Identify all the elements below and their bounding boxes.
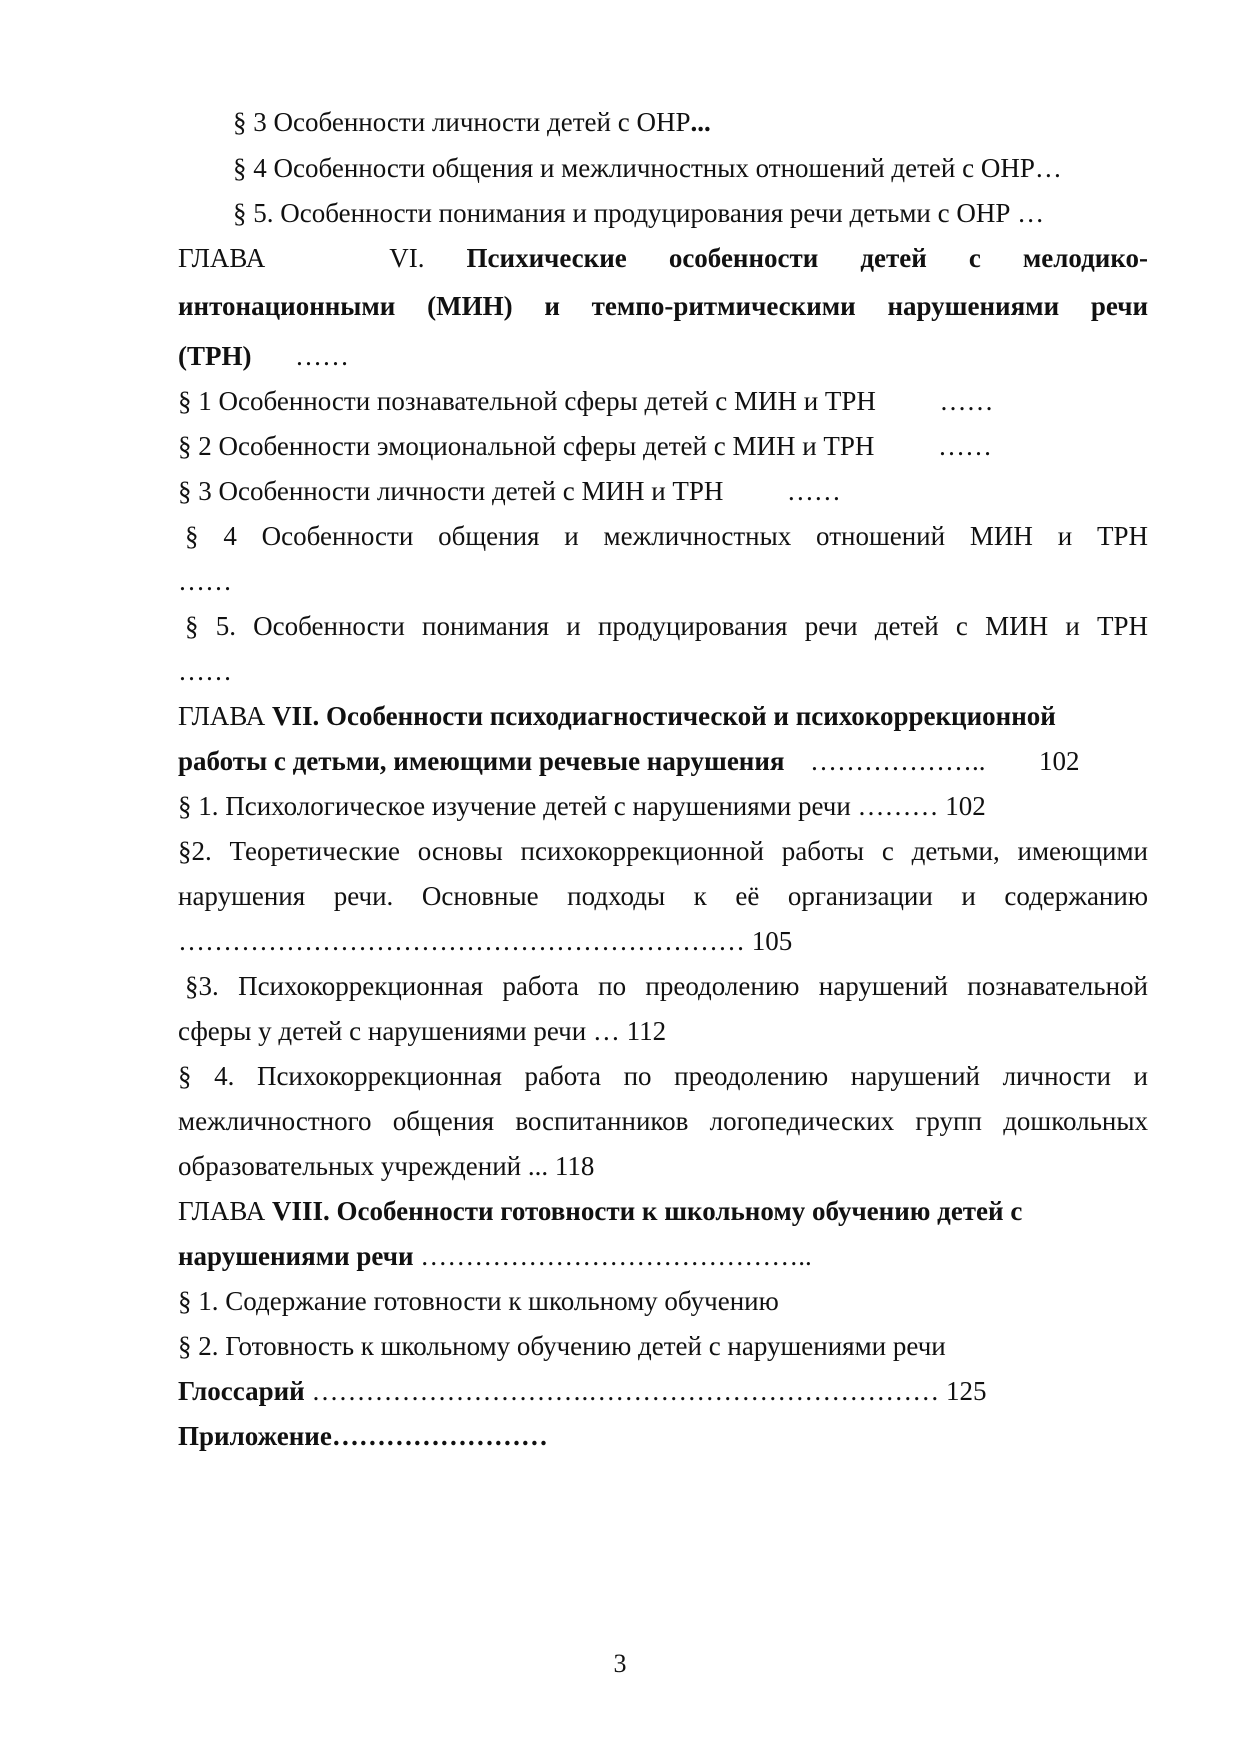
toc-dots: …… [937,431,992,461]
toc-dots: …………………………………….. [420,1241,812,1271]
toc-dots: ……………….. [810,746,986,776]
chapter-number: VII. [271,701,320,731]
toc-entry-7-4-line2: межличностного общения воспитанников логопедических групп дошкольных [178,1106,1148,1136]
chapter-7-heading-line2 [178,743,1080,779]
page-ref: 125 [945,1376,987,1406]
chapter-title: Особенности готовности к школьному обучению детей с [336,1196,1023,1226]
toc-entry-7-4-line1: § 4. Психокоррекционная работа по преодолению нарушений личности и [178,1061,1148,1091]
chapter-title-end: (ТРН) [178,341,252,371]
chapter-label: ГЛАВА [178,243,266,273]
toc-entry-7-3-line2: сферы у детей с нарушениями речи … 112 [178,1016,667,1046]
toc-appendix: Приложение…………………… [178,1421,548,1451]
chapter-number: VI. [389,243,425,273]
chapter-8-heading-line1 [178,1193,1148,1229]
toc-entry-7-4-line3: образовательных учреждений ... 118 [178,1151,595,1181]
chapter-7-heading-line1 [178,698,1148,734]
chapter-6-heading-line3 [178,338,349,374]
toc-dots: …… [786,476,841,506]
toc-entry-6-1: § 1 Особенности познавательной сферы детей с МИН и ТРН …… [178,386,994,416]
toc-entry-5-3 [233,104,711,140]
chapter-title: Особенности психодиагностической и психокоррекционной [325,701,1056,731]
toc-dots: ………………………….………………………………… [311,1376,940,1406]
toc-entry-6-3: § 3 Особенности личности детей с МИН и ТРН …… [178,476,841,506]
toc-entry-6-5: § 5. Особенности понимания и продуцирования речи детей с МИН и ТРН [185,611,1148,641]
toc-entry-text: § 3 Особенности личности детей с ОНР [233,107,691,137]
chapter-8-heading-line2 [178,1238,812,1274]
toc-entry-7-2-line1: §2. Теоретические основы психокоррекционной работы с детьми, имеющими [178,836,1148,866]
chapter-6-heading-line2: интонационными (МИН) и темпо-ритмическими нарушениями речи [178,291,1148,321]
toc-entry-6-4-dots: …… [178,566,232,596]
chapter-label: ГЛАВА [178,701,266,731]
page-ref: 102 [1039,746,1080,776]
toc-entry-6-5-dots: …… [178,656,232,686]
toc-entry-6-2: § 2 Особенности эмоциональной сферы детей с МИН и ТРН …… [178,431,992,461]
toc-entry-7-3-line1: §3. Психокоррекционная работа по преодолению нарушений познавательной [185,971,1148,1001]
chapter-label: ГЛАВА [178,1196,266,1226]
chapter-title: нарушениями речи [178,1241,414,1271]
chapter-number: VIII. [271,1196,330,1226]
glossary-title: Глоссарий [178,1376,305,1406]
chapter-6-heading-line1: ГЛАВА VI. Психические особенности детей с мелодико- [178,243,1149,273]
toc-entry-5-5: § 5. Особенности понимания и продуцирования речи детьми с ОНР … [233,198,1045,228]
toc-entry-6-4: § 4 Особенности общения и межличностных отношений МИН и ТРН [185,521,1148,551]
toc-entry-8-1: § 1. Содержание готовности к школьному обучению [178,1286,779,1316]
toc-entry-8-2: § 2. Готовность к школьному обучению детей с нарушениями речи [178,1331,946,1361]
toc-entry-5-4: § 4 Особенности общения и межличностных отношений детей с ОНР… [233,153,1062,183]
toc-dots: …… [939,386,994,416]
toc-glossary [178,1373,986,1409]
toc-entry-7-1: § 1. Психологическое изучение детей с нарушениями речи ……… 102 [178,791,986,821]
toc-dots: …… [295,341,349,371]
toc-entry-7-2-line3: ……………………………………………………… 105 [178,926,793,956]
page-number: 3 [613,1649,627,1678]
toc-dots: ... [690,107,711,137]
toc-entry-7-2-line2: нарушения речи. Основные подходы к её организации и содержанию [178,881,1148,911]
chapter-title: работы с детьми, имеющими речевые нарушения [178,746,785,776]
